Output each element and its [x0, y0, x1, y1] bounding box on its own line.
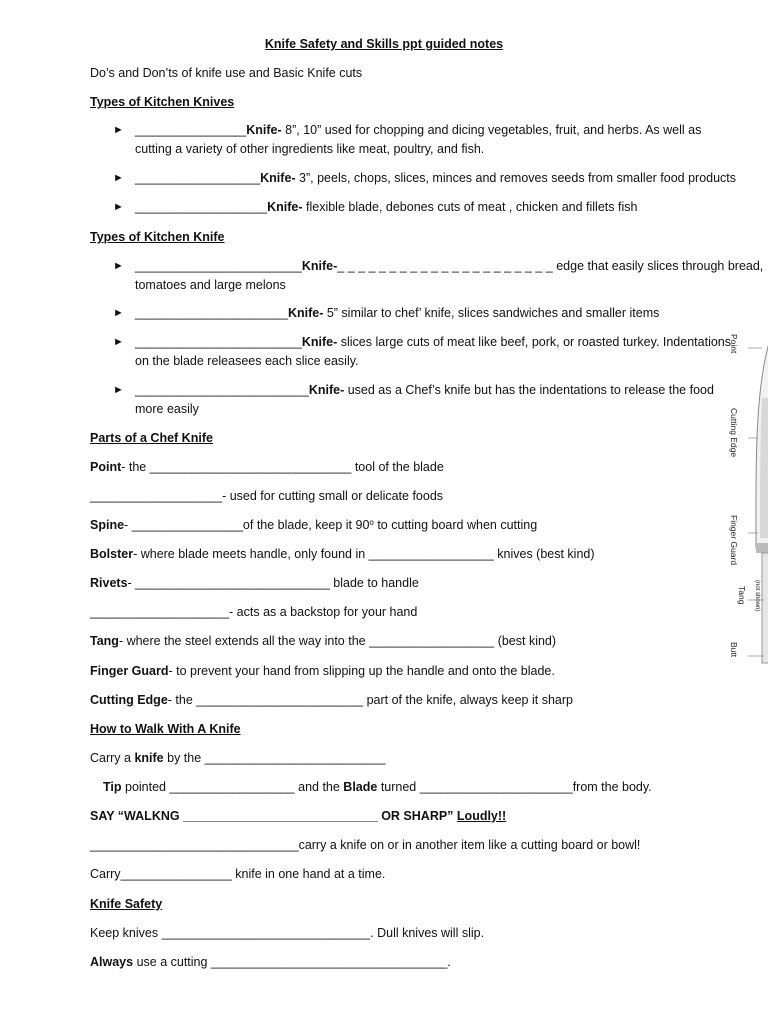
parts-finger-guard-line: Finger Guard- to prevent your hand from slipping up the handle and onto the blade. [90, 664, 555, 678]
list-item-cont: cutting a variety of other ingredients like meat, poultry, and fish. [135, 142, 485, 156]
arrow-bullet-icon: ► [113, 201, 124, 213]
diagram-label-cutting-edge: Cutting Edge [729, 408, 739, 458]
subtitle: Do’s and Don’ts of knife use and Basic Knife cuts [90, 66, 363, 80]
parts-line-2: ___________________- used for cutting small or delicate foods [90, 489, 444, 503]
knife-bolster [756, 543, 768, 553]
section-heading-parts: Parts of a Chef Knife [90, 431, 213, 445]
walk-line-2: Tip pointed __________________ and the Blade turned ______________________from the body. [103, 780, 652, 794]
list-item-cont: tomatoes and large melons [135, 278, 286, 292]
list-item: ________________________Knife- slices large cuts of meat like beef, pork, or roasted turkey. Indentations [135, 335, 731, 349]
list-item: ________________Knife- 8”, 10” used for chopping and dicing vegetables, fruit, and herbs. As well as [135, 123, 702, 137]
list-item: ___________________Knife- flexible blade, debones cuts of meat , chicken and fillets fish [135, 200, 638, 214]
walk-line-4: ______________________________carry a knife on or in another item like a cutting board or bowl! [90, 838, 641, 852]
section-heading-types-knife: Types of Kitchen Knife [90, 230, 225, 244]
section-heading-walk: How to Walk With A Knife [90, 722, 241, 736]
parts-point-line: Point- the _____________________________ tool of the blade [90, 460, 444, 474]
diagram-label-tang: Tang [737, 586, 747, 605]
diagram-label-point: Point [729, 334, 739, 354]
list-item: __________________Knife- 3”, peels, chops, slices, minces and removes seeds from smaller food products [135, 171, 737, 185]
safety-line-2: Always use a cutting __________________________________. [90, 955, 451, 969]
arrow-bullet-icon: ► [113, 384, 124, 396]
parts-line-6: ____________________- acts as a backstop for your hand [90, 605, 418, 619]
knife-blade-shade [760, 398, 768, 538]
safety-line-1: Keep knives ______________________________. Dull knives will slip. [90, 926, 485, 940]
diagram-label-finger-guard: Finger Guard [729, 515, 739, 566]
knife-diagram [748, 338, 768, 668]
diagram-label-not-shown: (not shown) [754, 580, 760, 612]
arrow-bullet-icon: ► [113, 172, 124, 184]
walk-line-5: Carry________________ knife in one hand at a time. [90, 867, 386, 881]
parts-rivets-line: Rivets- ____________________________ blade to handle [90, 576, 419, 590]
list-item-cont: more easily [135, 402, 199, 416]
knife-handle [762, 553, 768, 663]
arrow-bullet-icon: ► [113, 307, 124, 319]
parts-cutting-edge-line: Cutting Edge- the ________________________ part of the knife, always keep it sharp [90, 693, 573, 707]
list-item-cont: on the blade releasees each slice easily. [135, 354, 359, 368]
arrow-bullet-icon: ► [113, 124, 124, 136]
walk-line-3: SAY “WALKNG ____________________________ OR SHARP” Loudly!! [90, 809, 507, 823]
section-heading-types-knives: Types of Kitchen Knives [90, 95, 235, 109]
arrow-bullet-icon: ► [113, 260, 124, 272]
parts-bolster-line: Bolster- where blade meets handle, only found in __________________ knives (best kind) [90, 547, 595, 561]
arrow-bullet-icon: ► [113, 336, 124, 348]
parts-spine-line: Spine- ________________of the blade, keep it 90$^o$ to cutting board when cutting [90, 518, 538, 532]
list-item: ______________________Knife- 5” similar to chef’ knife, slices sandwiches and smaller items [135, 306, 660, 320]
section-heading-safety: Knife Safety [90, 897, 163, 911]
diagram-label-butt: Butt [729, 642, 739, 658]
page-title: Knife Safety and Skills ppt guided notes [264, 37, 504, 51]
walk-line-1: Carry a knife by the __________________________ [90, 751, 386, 765]
list-item: _________________________Knife- used as a Chef’s knife but has the indentations to release the food [135, 383, 714, 397]
list-item: ________________________Knife-_ _ _ _ _ _ _ _ _ _ _ _ _ _ _ _ _ _ _ _ _ edge that easily slices through bread, [135, 259, 764, 273]
parts-tang-line: Tang- where the steel extends all the way into the __________________ (best kind) [90, 634, 557, 648]
